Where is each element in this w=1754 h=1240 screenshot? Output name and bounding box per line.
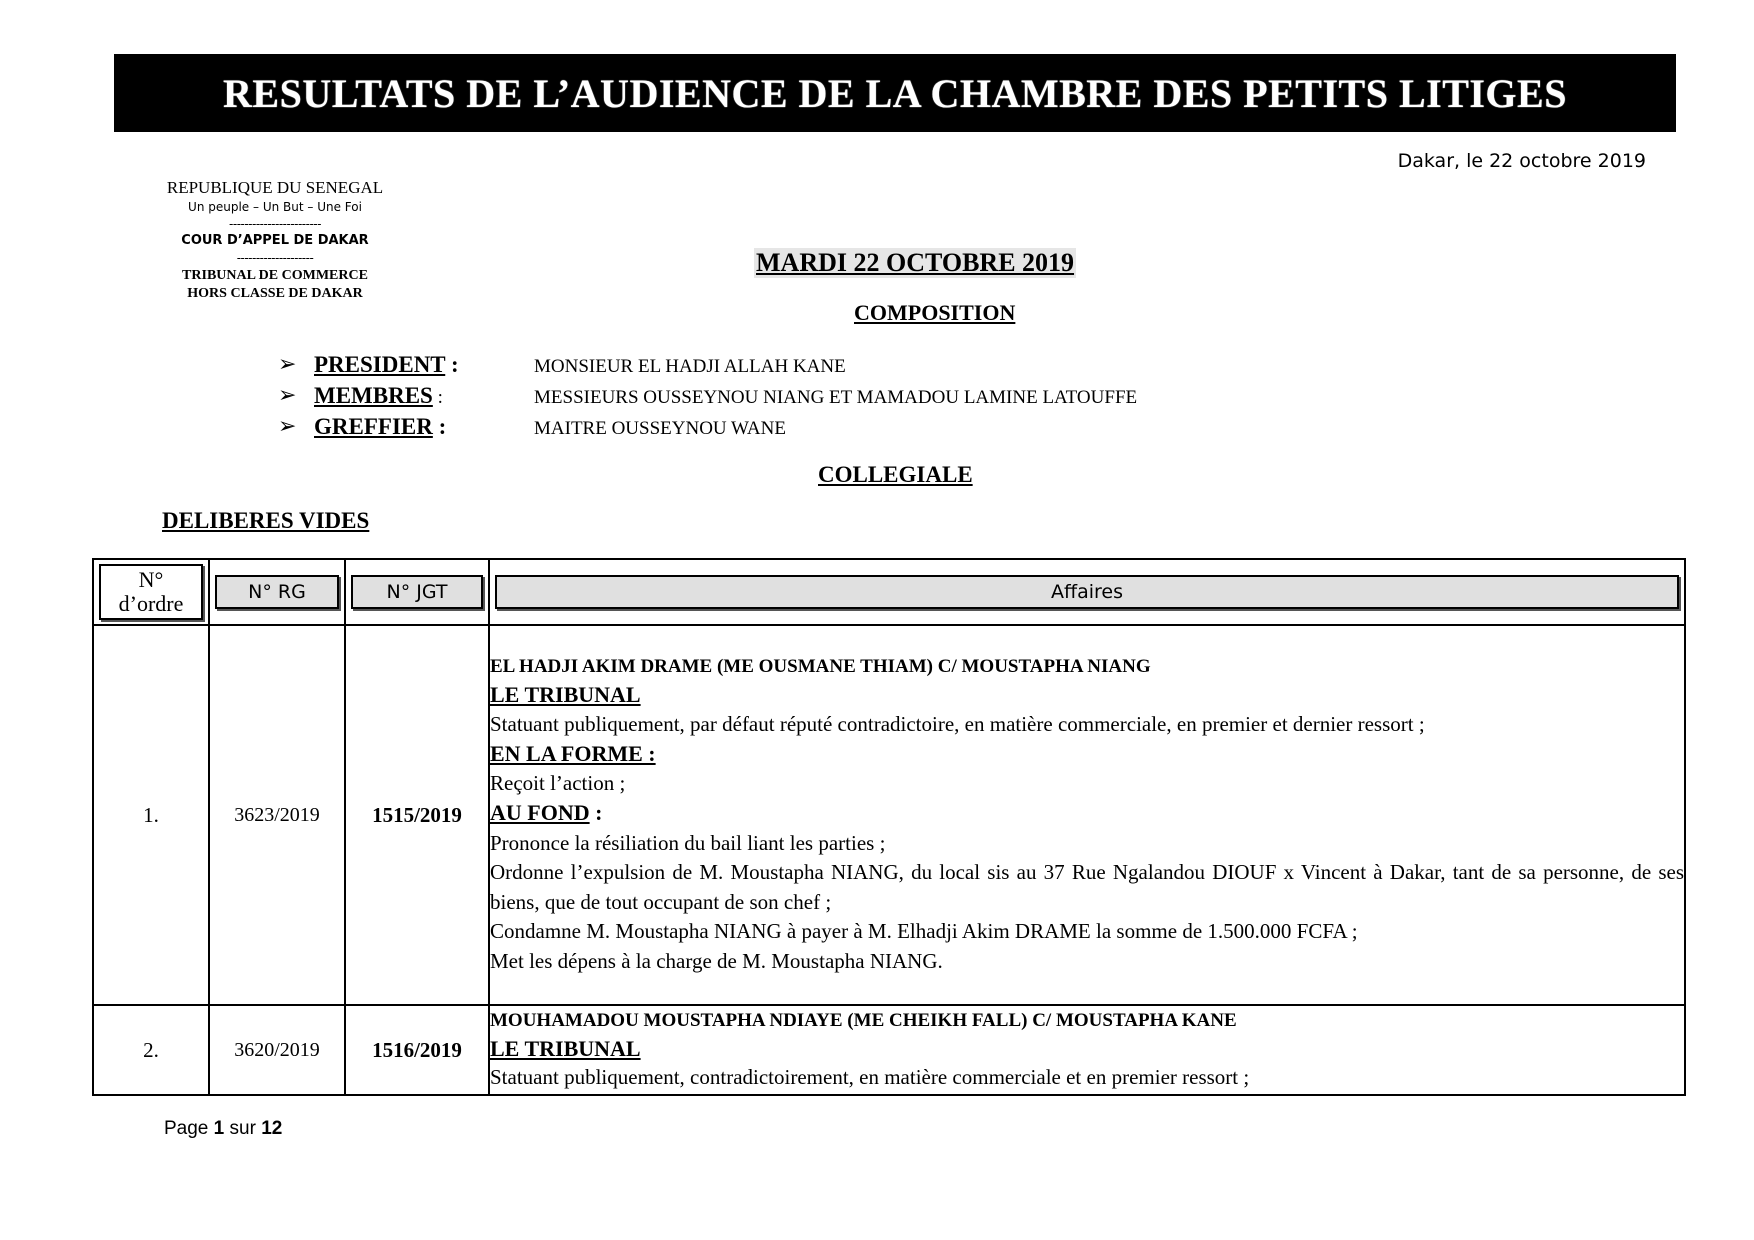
- composition-row-president: [278, 352, 1278, 383]
- letterhead-tribunal: [140, 267, 410, 302]
- header-affaires: [489, 559, 1685, 625]
- composition-title: COMPOSITION: [854, 300, 1016, 325]
- case-forme-text: Reçoit l’action ;: [490, 770, 626, 795]
- composition-row-members: [278, 383, 1278, 414]
- letterhead-motto: Un peuple – Un But – Une Foi: [188, 200, 362, 215]
- header-jgt: [345, 559, 489, 625]
- case-decision-line: Ordonne l’expulsion de M. Moustapha NIANG, du local sis au 37 Rue Ngalandou DIOUF x Vincent à Dakar, tant de sa personne, de ses biens, que de tout occupant de son chef ;: [490, 860, 1684, 914]
- header-jgt-box: N° JGT: [351, 575, 483, 609]
- composition-name: MONSIEUR EL HADJI ALLAH KANE: [534, 356, 846, 377]
- arrow-bullet-icon: ➢: [278, 352, 297, 377]
- letterhead-separator: ------------------------: [229, 216, 321, 231]
- cell-jgt: 1515/2019: [345, 625, 489, 1005]
- composition-label: PRESIDENT :: [314, 352, 459, 377]
- cell-rg: 3620/2019: [209, 1005, 345, 1095]
- page-number: Page 1 sur 12: [164, 1118, 283, 1139]
- letterhead-tribunal-line: HORS CLASSE DE DAKAR: [187, 285, 363, 301]
- table-row: [93, 625, 1685, 1005]
- deliberes-heading: DELIBERES VIDES: [162, 508, 370, 533]
- case-parties: EL HADJI AKIM DRAME (ME OUSMANE THIAM) C/ MOUSTAPHA NIANG: [490, 656, 1151, 678]
- case-decision-line: Prononce la résiliation du bail liant les parties ;: [490, 830, 886, 855]
- letterhead-tribunal-line: TRIBUNAL DE COMMERCE: [182, 268, 368, 284]
- letterhead-republic: REPUBLIQUE DU SENEGAL: [166, 178, 384, 197]
- composition-name: MESSIEURS OUSSEYNOU NIANG ET MAMADOU LAMINE LATOUFFE: [534, 387, 1138, 408]
- case-parties: MOUHAMADOU MOUSTAPHA NDIAYE (ME CHEIKH FALL) C/ MOUSTAPHA KANE: [490, 1009, 1237, 1031]
- case-tribunal-heading: LE TRIBUNAL: [490, 682, 641, 708]
- arrow-bullet-icon: ➢: [278, 414, 297, 439]
- composition-row-greffier: [278, 414, 1278, 445]
- letterhead: [140, 178, 410, 302]
- case-fond-heading: AU FOND :: [490, 800, 603, 826]
- header-affaires-box: Affaires: [495, 575, 1679, 609]
- page-banner: RESULTATS DE L’AUDIENCE DE LA CHAMBRE DES PETITS LITIGES: [114, 54, 1676, 132]
- cell-affaires: [489, 625, 1685, 1005]
- header-ordre-line: N°: [138, 567, 164, 592]
- case-decision-line: Condamne M. Moustapha NIANG à payer à M. Elhadji Akim DRAME la somme de 1.500.000 FCFA ;: [490, 919, 1358, 944]
- arrow-bullet-icon: ➢: [278, 383, 297, 408]
- table-header-row: [93, 559, 1685, 625]
- header-ordre-line: d’ordre: [118, 591, 184, 617]
- table-row: [93, 1005, 1685, 1095]
- header-rg-box: N° RG: [215, 575, 339, 609]
- cell-affaires: [489, 1005, 1685, 1095]
- case-forme-heading: EN LA FORME :: [490, 741, 656, 767]
- header-rg: [209, 559, 345, 625]
- composition-label: MEMBRES :: [314, 383, 443, 408]
- date-line: Dakar, le 22 octobre 2019: [1397, 150, 1646, 172]
- header-ordre-box: [99, 564, 203, 620]
- composition-name: MAITRE OUSSEYNOU WANE: [534, 418, 786, 439]
- case-statuant: Statuant publiquement, par défaut réputé contradictoire, en matière commerciale, en premier et dernier ressort ;: [490, 711, 1425, 736]
- letterhead-separator: --------------------: [236, 250, 314, 265]
- results-table: [92, 558, 1686, 1096]
- letterhead-court: COUR D’APPEL DE DAKAR: [181, 233, 369, 249]
- case-statuant: Statuant publiquement, contradictoirement, en matière commerciale et en premier ressort ;: [490, 1065, 1250, 1090]
- cell-rg: 3623/2019: [209, 625, 345, 1005]
- cell-ordre: 2.: [93, 1005, 209, 1095]
- collegiale-heading: COLLEGIALE: [818, 462, 973, 487]
- composition-list: [278, 352, 1278, 445]
- header-ordre: [93, 559, 209, 625]
- cell-jgt: 1516/2019: [345, 1005, 489, 1095]
- hearing-date-title: MARDI 22 OCTOBRE 2019: [756, 248, 1075, 277]
- cell-ordre: 1.: [93, 625, 209, 1005]
- case-tribunal-heading: LE TRIBUNAL: [490, 1035, 641, 1061]
- composition-label: GREFFIER :: [314, 414, 447, 439]
- case-decision-line: Met les dépens à la charge de M. Moustapha NIANG.: [490, 948, 943, 973]
